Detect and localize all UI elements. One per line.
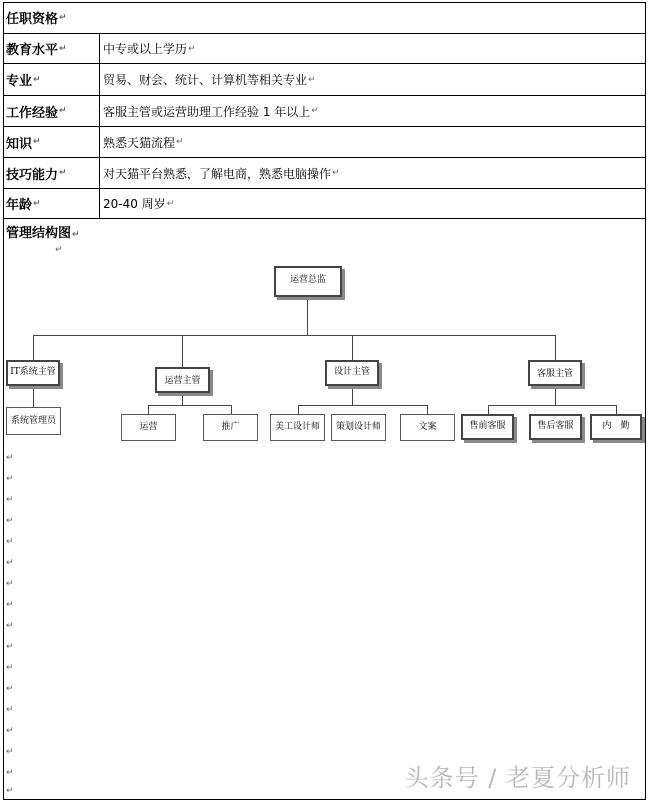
table-row bbox=[3, 64, 646, 96]
org-node-staff: 售前客服 bbox=[461, 414, 514, 440]
connector-line bbox=[555, 386, 556, 405]
connector-line bbox=[148, 405, 232, 406]
connector-line bbox=[231, 405, 232, 414]
paragraph-mark: ↵ bbox=[6, 684, 14, 694]
connector-line bbox=[427, 405, 428, 414]
org-node-staff: 售后客服 bbox=[529, 414, 582, 440]
paragraph-mark: ↵ bbox=[6, 579, 14, 589]
paragraph-mark: ↵ bbox=[6, 726, 14, 736]
org-node-manager: 客服主管 bbox=[528, 360, 582, 386]
row-label: 知识 ↵ bbox=[3, 127, 100, 157]
row-label: 年龄 ↵ bbox=[3, 189, 100, 218]
row-value: 中专或以上学历 ↵ bbox=[103, 42, 196, 56]
row-label: 技巧能力 ↵ bbox=[3, 158, 100, 188]
paragraph-mark: ↵ bbox=[6, 474, 14, 484]
paragraph-mark: ↵ bbox=[6, 663, 14, 673]
table-header: 任职资格 ↵ bbox=[6, 12, 67, 27]
row-value: 熟悉天猫流程 ↵ bbox=[103, 135, 184, 150]
table-row bbox=[3, 34, 646, 64]
watermark: 头条号 / 老夏分析师 bbox=[404, 764, 631, 792]
table-row bbox=[3, 189, 646, 219]
paragraph-mark: ↵ bbox=[55, 245, 63, 255]
connector-line bbox=[616, 405, 617, 414]
paragraph-mark: ↵ bbox=[6, 747, 14, 757]
connector-line bbox=[33, 335, 556, 336]
org-node-manager: 运营主管 bbox=[155, 367, 210, 393]
connector-line bbox=[182, 393, 183, 405]
org-node-manager: IT系统主管 bbox=[6, 360, 60, 386]
row-value: 20-40 周岁 ↵ bbox=[103, 197, 175, 211]
org-node-staff: 文案 bbox=[400, 414, 455, 441]
paragraph-mark: ↵ bbox=[6, 558, 14, 568]
paragraph-mark: ↵ bbox=[6, 453, 14, 463]
connector-line bbox=[352, 335, 353, 360]
row-value: 对天猫平台熟悉，了解电商，熟悉电脑操作 ↵ bbox=[103, 166, 340, 181]
org-node-manager: 设计主管 bbox=[325, 360, 379, 386]
org-node-staff: 策划设计师 bbox=[331, 414, 386, 441]
connector-line bbox=[33, 386, 34, 407]
table-row bbox=[3, 158, 646, 189]
connector-line bbox=[555, 335, 556, 360]
connector-line bbox=[298, 405, 428, 406]
org-node-staff: 推广 bbox=[203, 414, 258, 441]
org-node-staff: 系统管理员 bbox=[6, 407, 61, 435]
connector-line bbox=[307, 297, 308, 335]
connector-line bbox=[488, 405, 617, 406]
row-label: 专业 ↵ bbox=[3, 64, 100, 95]
paragraph-mark: ↵ bbox=[6, 786, 14, 796]
paragraph-mark: ↵ bbox=[6, 495, 14, 505]
paragraph-mark: ↵ bbox=[6, 642, 14, 652]
row-label: 教育水平 ↵ bbox=[3, 34, 100, 63]
org-node-staff: 内 勤 bbox=[590, 414, 642, 440]
org-chart-title: 管理结构图↵ bbox=[6, 226, 80, 241]
connector-line bbox=[488, 405, 489, 414]
table-row bbox=[3, 127, 646, 158]
connector-line bbox=[148, 405, 149, 414]
connector-line bbox=[352, 386, 353, 405]
org-node-staff: 运营 bbox=[121, 414, 176, 441]
connector-line bbox=[298, 405, 299, 414]
table-header-row bbox=[3, 2, 646, 34]
paragraph-mark: ↵ bbox=[6, 600, 14, 610]
row-label: 工作经验 ↵ bbox=[3, 96, 100, 126]
paragraph-mark: ↵ bbox=[6, 705, 14, 715]
paragraph-mark: ↵ bbox=[6, 516, 14, 526]
paragraph-mark: ↵ bbox=[6, 621, 14, 631]
connector-line bbox=[33, 335, 34, 360]
paragraph-mark: ↵ bbox=[6, 768, 14, 778]
paragraph-mark: ↵ bbox=[6, 537, 14, 547]
row-value: 客服主管或运营助理工作经验 1 年以上 ↵ bbox=[103, 104, 319, 119]
org-node-root: 运营总监 bbox=[274, 266, 342, 297]
org-node-staff: 美工设计师 bbox=[270, 414, 325, 441]
table-row bbox=[3, 96, 646, 127]
row-value: 贸易、财会、统计、计算机等相关专业 ↵ bbox=[103, 73, 316, 87]
connector-line bbox=[182, 335, 183, 367]
